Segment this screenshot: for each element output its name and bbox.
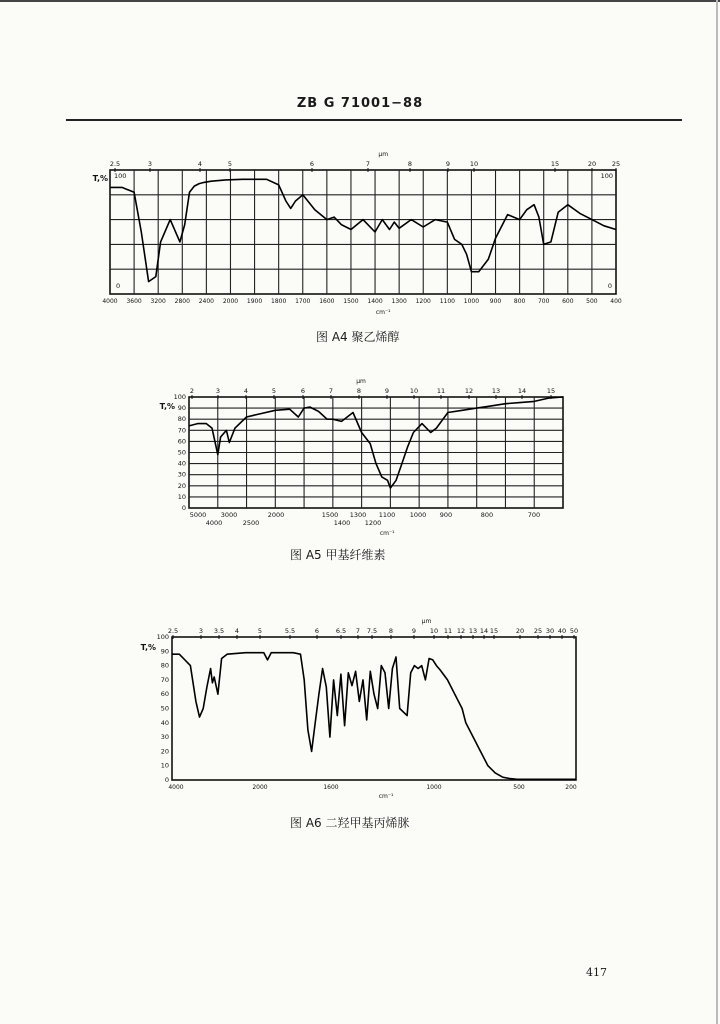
x-tick-label: 900	[489, 298, 502, 305]
x-tick-label: 1500	[321, 511, 339, 519]
top-tick-label: 25	[611, 160, 621, 168]
y-axis-label: T,%	[140, 643, 156, 652]
top-tick-label: 10	[469, 160, 479, 168]
y-tick-label: 90	[177, 404, 186, 413]
caption-a6: 图 A6 二羟甲基丙烯脒	[290, 816, 410, 830]
y-tick-label: 20	[160, 747, 169, 756]
y-tick-label: 50	[177, 448, 186, 457]
top-tick-label: 10	[409, 387, 419, 395]
y-tick-label: 20	[177, 481, 186, 490]
x-tick-label: 1400	[367, 298, 383, 305]
x-tick-label: 4000	[205, 519, 223, 527]
page-number: 417	[586, 966, 607, 979]
top-tick-label: 13	[468, 627, 478, 635]
top-tick-label: 8	[356, 387, 362, 395]
top-tick-label: 4	[243, 387, 249, 395]
top-tick-label: 5.5	[284, 627, 296, 635]
top-tick-label: 14	[517, 387, 527, 395]
x-tick-label: 1200	[415, 298, 431, 305]
top-tick-label: 6	[314, 627, 320, 635]
top-tick-label: 5	[271, 387, 277, 395]
top-tick-label: 3	[147, 160, 153, 168]
y-tick-label: 100	[173, 393, 186, 401]
top-axis-label: μm	[378, 151, 389, 158]
x-axis-label: cm⁻¹	[375, 309, 391, 316]
top-tick-label: 14	[479, 627, 489, 635]
top-tick-label: 11	[443, 627, 453, 635]
top-tick-label: 4	[197, 160, 203, 168]
x-tick-label: 2400	[198, 298, 215, 305]
y-axis-label: T,%	[159, 402, 175, 411]
top-tick-label: 13	[491, 387, 501, 395]
y-tick-label: 10	[177, 492, 186, 501]
y-top-label-left: 100	[114, 172, 127, 180]
x-tick-label: 3200	[150, 298, 166, 305]
top-tick-label: 15	[489, 627, 499, 635]
y-top-label-right: 100	[600, 172, 613, 180]
top-tick-label: 4	[234, 627, 240, 635]
y-tick-label: 90	[160, 647, 169, 656]
x-tick-label: 200	[565, 784, 577, 791]
top-tick-label: 7	[365, 160, 371, 168]
x-tick-label: 1900	[246, 298, 263, 305]
y-tick-label: 60	[160, 690, 169, 699]
x-tick-label: 400	[610, 298, 622, 305]
x-tick-label: 3000	[220, 511, 238, 519]
x-tick-label: 500	[586, 298, 598, 305]
x-tick-label: 2000	[252, 784, 268, 791]
top-tick-label: 9	[384, 387, 390, 395]
top-tick-label: 3	[198, 627, 204, 635]
y-tick-label: 0	[181, 504, 186, 512]
y-tick-label: 40	[160, 718, 169, 727]
x-tick-label: 1600	[319, 298, 335, 305]
top-tick-label: 2.5	[167, 627, 179, 635]
x-tick-label: 5000	[189, 511, 207, 519]
x-tick-label: 4000	[102, 298, 118, 305]
y-tick-label: 30	[177, 470, 186, 479]
top-tick-label: 6	[309, 160, 315, 168]
top-tick-label: 6	[300, 387, 306, 395]
caption-a4: 图 A4 聚乙烯醇	[316, 330, 400, 344]
top-tick-label: 7	[328, 387, 334, 395]
x-tick-label: 600	[562, 298, 574, 305]
x-tick-label: 2800	[174, 298, 190, 305]
top-tick-label: 3	[215, 387, 221, 395]
x-tick-label: 1700	[295, 298, 311, 305]
x-tick-label: 1500	[343, 298, 359, 305]
caption-a5: 图 A5 甲基纤维素	[290, 548, 386, 562]
y-bottom-label-right: 0	[607, 282, 612, 290]
top-tick-label: 6.5	[335, 627, 347, 635]
x-tick-label: 800	[480, 511, 494, 519]
top-tick-label: 15	[546, 387, 556, 395]
top-tick-label: 2.5	[109, 160, 121, 168]
top-axis-label: μm	[356, 378, 366, 385]
top-tick-label: 5	[257, 627, 263, 635]
top-tick-label: 9	[411, 627, 417, 635]
top-tick-label: 3.5	[213, 627, 225, 635]
x-tick-label: 1300	[349, 511, 367, 519]
y-tick-label: 40	[177, 459, 186, 468]
top-tick-label: 7.5	[366, 627, 378, 635]
x-tick-label: 700	[537, 298, 550, 305]
y-tick-label: 60	[177, 437, 186, 446]
top-axis-label: μm	[421, 618, 432, 625]
x-tick-label: 3600	[126, 298, 142, 305]
y-tick-label: 0	[164, 776, 169, 784]
x-tick-label: 900	[439, 511, 453, 519]
y-tick-label: 50	[160, 704, 169, 713]
x-tick-label: 2000	[267, 511, 285, 519]
x-tick-label: 1600	[323, 784, 339, 791]
x-tick-label: 1000	[463, 298, 480, 305]
top-tick-label: 50	[569, 627, 579, 635]
x-tick-label: 1000	[426, 784, 442, 791]
x-tick-label: 1400	[333, 519, 351, 527]
y-tick-label: 80	[160, 661, 169, 670]
y-tick-label: 10	[160, 761, 169, 770]
top-tick-label: 8	[388, 627, 394, 635]
y-tick-label: 70	[160, 675, 169, 684]
x-tick-label: 2000	[222, 298, 239, 305]
top-tick-label: 12	[464, 387, 474, 395]
top-tick-label: 20	[587, 160, 597, 168]
top-tick-label: 9	[445, 160, 451, 168]
spectrum-series-line	[172, 653, 576, 780]
x-tick-label: 500	[513, 784, 525, 791]
top-tick-label: 15	[550, 160, 560, 168]
y-tick-label: 70	[177, 426, 186, 435]
top-tick-label: 11	[436, 387, 446, 395]
top-tick-label: 25	[533, 627, 543, 635]
x-tick-label: 1300	[391, 298, 407, 305]
x-tick-label: 2500	[242, 519, 260, 527]
top-tick-label: 10	[429, 627, 439, 635]
x-tick-label: 1200	[364, 519, 382, 527]
top-tick-label: 30	[545, 627, 555, 635]
y-tick-label: 100	[156, 633, 169, 641]
x-tick-label: 1100	[378, 511, 396, 519]
y-bottom-label-left: 0	[116, 282, 121, 290]
top-tick-label: 20	[515, 627, 525, 635]
x-axis-label: cm⁻¹	[378, 793, 394, 800]
x-tick-label: 700	[527, 511, 541, 519]
y-axis-label: T,%	[92, 174, 108, 183]
y-tick-label: 80	[177, 415, 186, 424]
top-tick-label: 5	[227, 160, 233, 168]
top-tick-label: 7	[355, 627, 361, 635]
x-tick-label: 1800	[271, 298, 287, 305]
y-tick-label: 30	[160, 733, 169, 742]
x-tick-label: 1100	[439, 298, 455, 305]
x-axis-label: cm⁻¹	[379, 530, 395, 537]
top-tick-label: 8	[407, 160, 413, 168]
x-tick-label: 800	[513, 298, 526, 305]
top-tick-label: 2	[189, 387, 195, 395]
x-tick-label: 1000	[409, 511, 427, 519]
top-tick-label: 12	[456, 627, 466, 635]
plot-frame	[172, 637, 576, 780]
document-header: ZB G 71001−88	[296, 96, 424, 111]
x-tick-label: 4000	[168, 784, 184, 791]
top-tick-label: 40	[557, 627, 567, 635]
